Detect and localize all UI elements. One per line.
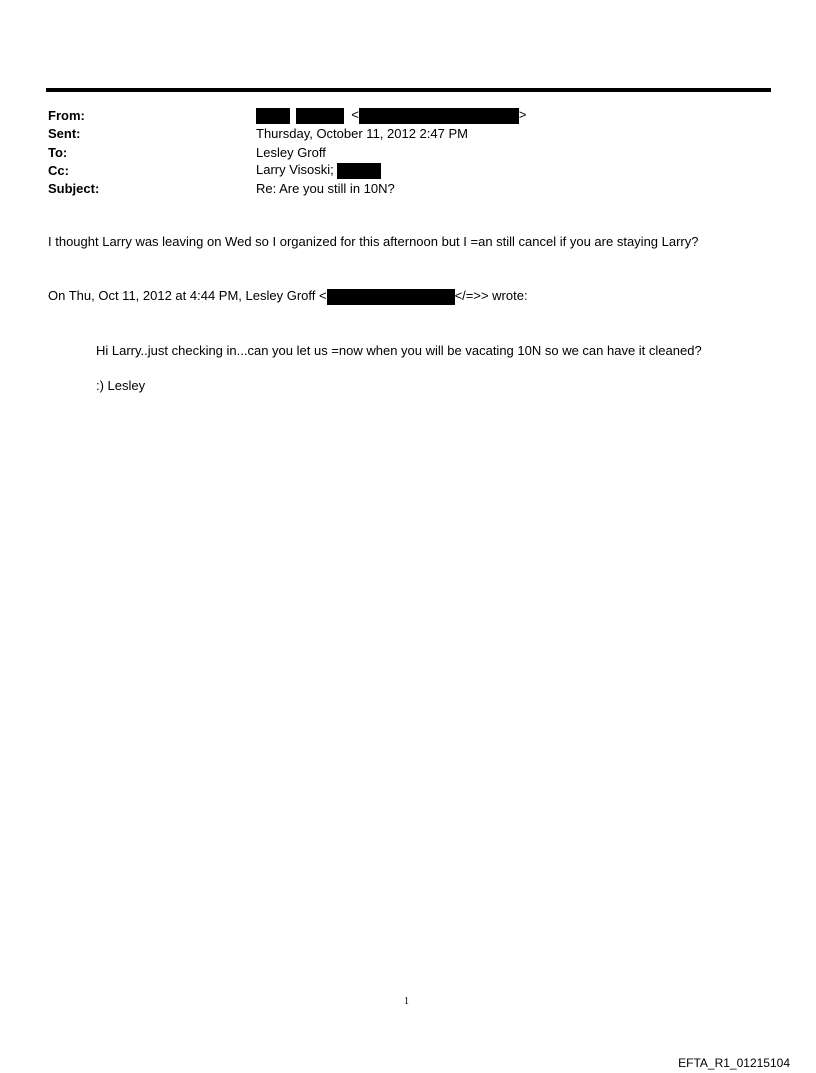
header-divider	[46, 88, 771, 92]
sent-value: Thursday, October 11, 2012 2:47 PM	[256, 126, 468, 141]
cc-name: Larry Visoski;	[256, 162, 334, 177]
subject-label: Subject:	[48, 181, 100, 196]
quoted-line: Hi Larry..just checking in...can you let us =now when you will be vacating 10N so we can have it cleaned?	[96, 343, 702, 358]
sent-label: Sent:	[48, 126, 81, 141]
from-value	[256, 107, 526, 124]
cc-value	[256, 162, 381, 179]
message-paragraph: I thought Larry was leaving on Wed so I organized for this afternoon but I =an still cancel if you are staying Larry?	[48, 234, 699, 249]
redaction-block	[337, 163, 381, 179]
quoted-signature: :) Lesley	[96, 378, 146, 393]
from-label: From:	[48, 108, 85, 123]
to-label: To:	[48, 145, 68, 160]
from-open-bracket: <	[351, 107, 359, 122]
quote-intro-prefix: On Thu, Oct 11, 2012 at 4:44 PM, Lesley Groff <	[48, 288, 327, 303]
page-number: 1	[404, 996, 409, 1007]
from-close-bracket: >	[518, 107, 527, 122]
cc-label: Cc:	[48, 163, 69, 178]
to-value: Lesley Groff	[256, 145, 326, 160]
redaction-block	[296, 108, 344, 124]
quote-intro	[48, 288, 528, 305]
redaction-block	[359, 108, 519, 124]
subject-value: Re: Are you still in 10N?	[256, 181, 395, 196]
redaction-block	[327, 289, 455, 305]
redaction-block	[256, 108, 290, 124]
document-id: EFTA_R1_01215104	[678, 1056, 790, 1070]
quote-intro-suffix: </=>> wrote:	[454, 288, 528, 303]
